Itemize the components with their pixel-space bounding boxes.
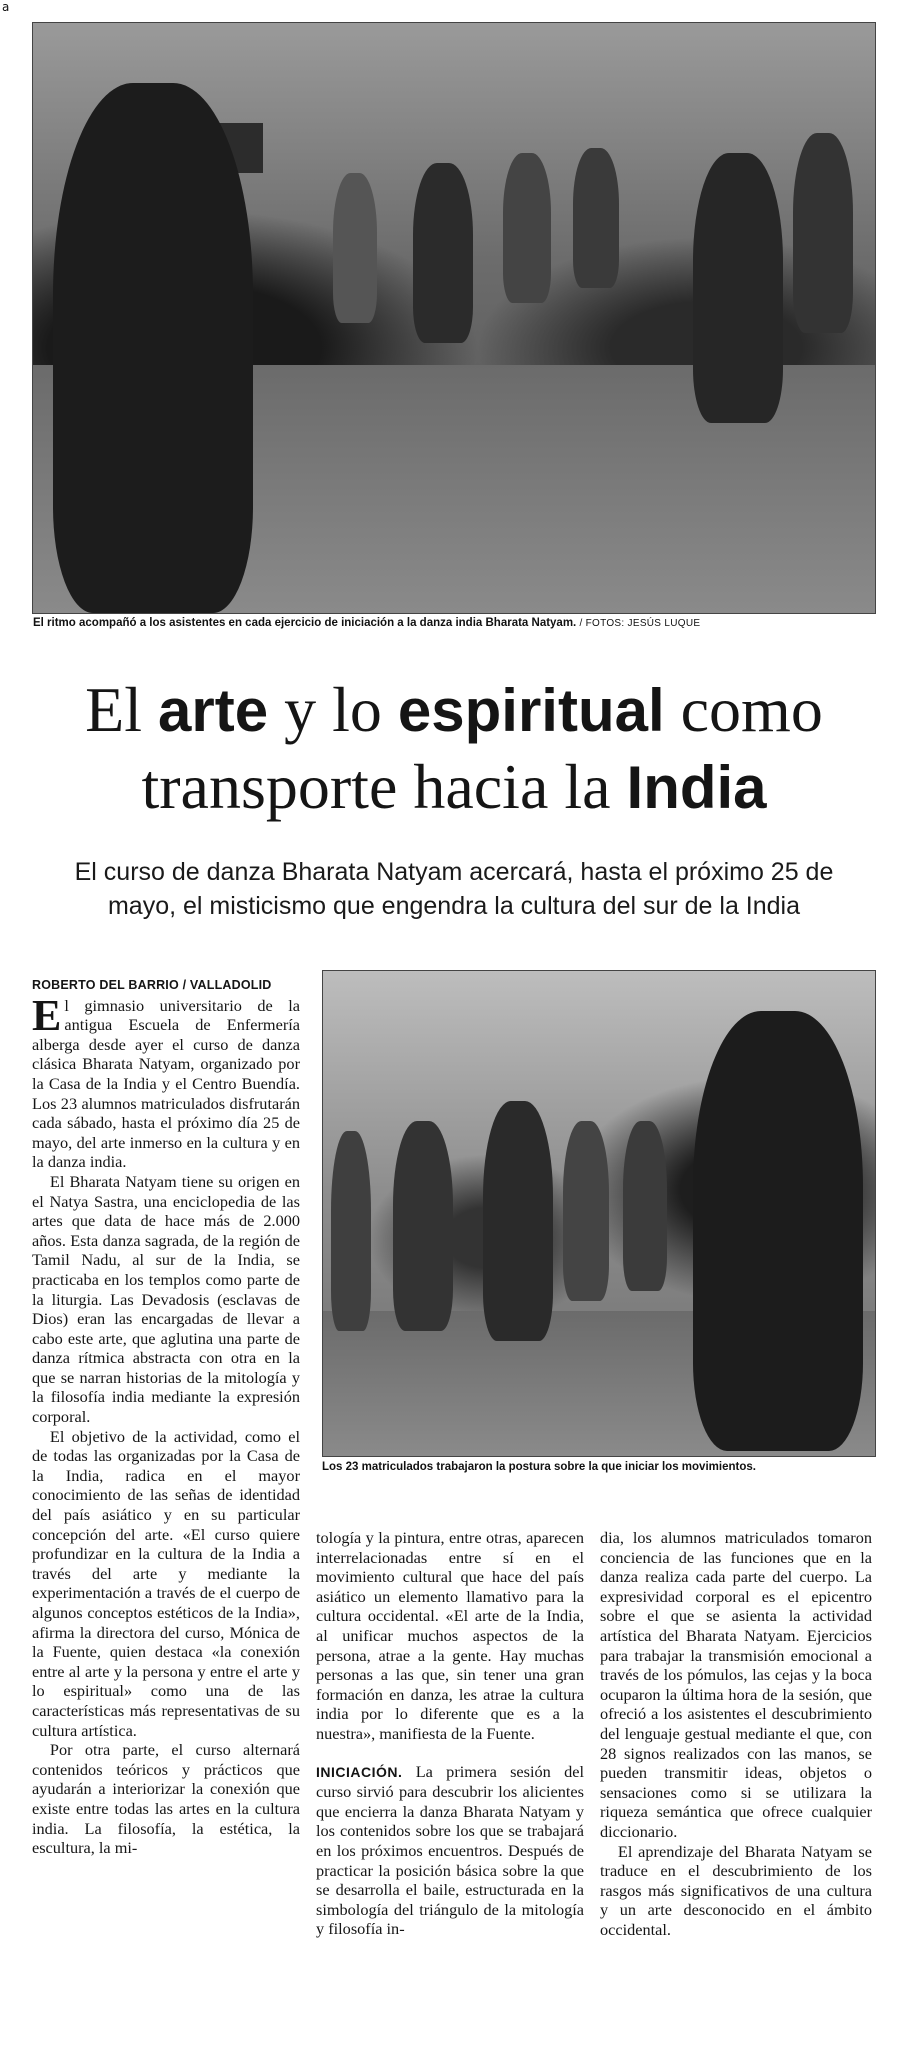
dancer-silhouette: [623, 1121, 667, 1291]
article-column-2: [316, 1528, 584, 1939]
instructor-silhouette: [53, 83, 253, 613]
dancer-silhouette: [413, 163, 473, 343]
article-paragraph: El objetivo de la actividad, como el de todas las organizadas por la Casa de la India, radica en el mayor conocimiento de las señas de identidad del país asiático y en su particular concepción del arte. «El curso quiere profundizar en la cultura de la India a través del arte y mediante la experimentación a través de el cuerpo de algunos conceptos estéticos de la India», afirma la directora del curso, Mónica de la Fuente, quien destaca «la conexión entre al arte y la persona y entre el arte y lo espiritual» como una de las características más representativas de su cultura artística.: [32, 1426, 300, 1740]
headline-word-bold: espiritual: [397, 677, 665, 744]
headline: [0, 672, 908, 826]
dancer-silhouette: [393, 1121, 453, 1331]
headline-word-bold: arte: [158, 677, 269, 744]
top-photo-caption-text: El ritmo acompañó a los asistentes en cada ejercicio de iniciación a la danza india Bharata Natyam.: [33, 617, 577, 629]
dancer-silhouette: [573, 148, 619, 288]
headline-word: transporte hacia la: [141, 751, 611, 822]
top-photo: [32, 22, 876, 614]
dancer-silhouette: [563, 1121, 609, 1301]
paragraph-text: La primera sesión del curso sirvió para descubrir los alicientes que encierra la danza Bharata Natyam y los contenidos sobre los que se trabajará en los próximos encuentros. Después de practicar la posición básica sobre la que se desarrolla el baile, estructurada en la simbología del triángulo de la mitología y filosofía in-: [316, 1761, 584, 1939]
paragraph-text: l gimnasio universitario de la antigua Escuela de Enfermería alberga desde ayer el curso de danza clásica Bharata Natyam, organizado por la Casa de la India y el Centro Buendía. Los 23 alumnos matriculados disfrutarán cada sábado, hasta el próximo día 25 de mayo, del arte inmerso en la cultura y en la danza india.: [32, 995, 300, 1172]
headline-word: y lo: [284, 674, 382, 745]
article-paragraph: [32, 990, 300, 1172]
headline-word-bold: India: [626, 754, 767, 821]
subheadline-line: mayo, el misticismo que engendra la cultura del sur de la India: [107, 892, 801, 920]
dancer-silhouette: [793, 133, 853, 333]
article-paragraph: Por otra parte, el curso alternará contenidos teóricos y prácticos que ayudarán a interiorizar la conexión que existe entre todas las artes en la cultura india. La filosofía, la estética, la escultura, la mi-: [32, 1740, 300, 1858]
article-column-1: [32, 976, 300, 1858]
dancer-silhouette: [693, 1011, 863, 1451]
subheadline-line: El curso de danza Bharata Natyam acercará, hasta el próximo 25 de: [74, 858, 834, 886]
corner-mark: a: [2, 0, 10, 14]
byline: ROBERTO DEL BARRIO / VALLADOLID: [32, 978, 272, 992]
headline-word: como: [680, 674, 823, 745]
dancer-silhouette: [331, 1131, 371, 1331]
middle-photo-caption: Los 23 matriculados trabajaron la postura sobre la que iniciar los movimientos.: [322, 1461, 756, 1473]
dancer-silhouette: [483, 1101, 553, 1341]
drop-cap: E: [32, 990, 62, 1040]
article-paragraph: El Bharata Natyam tiene su origen en el Natya Sastra, una enciclopedia de las artes que data de hace más de 2.000 años. Esta danza sagrada, de la región de Tamil Nadu, al sur de la India, se practicaba en los templos como parte de la liturgia. Las Devadosis (esclavas de Dios) eran las encargadas de llevar a cabo este arte, que aglutina una parte de danza rítmica abstracta con otra en la que se narran historias de la mitología y la filosofía india mediante la expresión corporal.: [32, 1171, 300, 1427]
article-paragraph: tología y la pintura, entre otras, aparecen interrelacionadas entre sí en el movimiento cultural que hace del país asiático un elemento llamativo para la cultura occidental. «El arte de la India, al unificar muchos aspectos de la persona, atrae a la gente. Hay muchas personas a las que, sin tener una gran formación en danza, les atrae la cultura india por lo diferente que es a la nuestra», manifiesta de la Fuente.: [316, 1528, 584, 1743]
article-paragraph: dia, los alumnos matriculados tomaron conciencia de las funciones que en la danza realiza cada parte del cuerpo. La expresividad corporal es el epicentro sobre el que se asienta la actividad artística del Bharata Natyam. Ejercicios para trabajar la transmisión emocional a través de los pómulos, las cejas y la boca ocuparon la última hora de la sesión, que ofreció a los asistentes el descubrimiento del lenguaje gestual mediante el que, con 28 signos realizados con las manos, se pueden transmitir ideas, objetos o sensaciones como si se utilizara la riqueza semántica que ofrece cualquier diccionario.: [600, 1528, 872, 1841]
article-paragraph: [316, 1762, 584, 1939]
section-leadin: INICIACIÓN.: [316, 1763, 403, 1780]
headline-word: El: [85, 674, 143, 745]
middle-photo: [322, 970, 876, 1457]
top-photo-caption: [33, 617, 700, 629]
dancer-silhouette: [503, 153, 551, 303]
photo-credit: / FOTOS: JESÚS LUQUE: [579, 618, 701, 629]
dancer-silhouette: [333, 173, 377, 323]
article-column-3: [600, 1528, 872, 1939]
subheadline: [0, 855, 908, 923]
dancer-silhouette: [693, 153, 783, 423]
article-paragraph: El aprendizaje del Bharata Natyam se traduce en el descubrimiento de los rasgos más significativos de una cultura y un arte desconocido en el ámbito occidental.: [600, 1841, 872, 1939]
